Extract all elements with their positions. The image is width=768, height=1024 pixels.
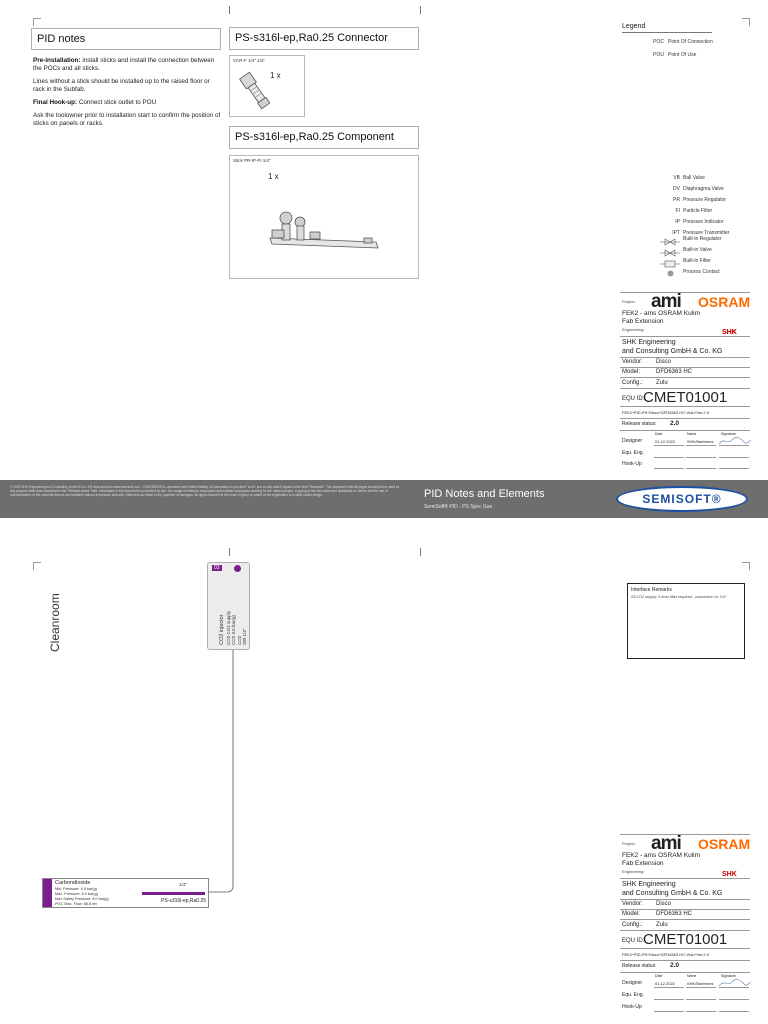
gas-stick-icon bbox=[266, 204, 386, 254]
tick-mark bbox=[420, 548, 421, 556]
interface-remarks-text: 03:CO2 supply: 0.6mu filter required , connection to: 1/4" bbox=[631, 595, 727, 599]
equ-eng-label: Equ. Eng. bbox=[622, 450, 644, 456]
legend-symbol-ball-valve: VB Ball Valve bbox=[673, 175, 705, 181]
signature-line bbox=[719, 999, 749, 1000]
equ-id-label: EQU ID: bbox=[622, 938, 645, 944]
notes-title-box bbox=[31, 28, 221, 50]
config-label: Config.: bbox=[622, 380, 643, 386]
connector-title: PS-s316l-ep,Ra0.25 Connector bbox=[235, 32, 388, 44]
osram-logo: OSRAM bbox=[698, 836, 751, 852]
config-label: Config.: bbox=[622, 922, 643, 928]
built-in-filter-icon bbox=[660, 260, 680, 268]
engineering-label: Engineering: bbox=[622, 327, 645, 332]
ams-logo: ami bbox=[651, 291, 681, 312]
col-date: Date bbox=[655, 432, 663, 436]
signature-line bbox=[719, 987, 749, 988]
osram-logo: OSRAM bbox=[698, 294, 751, 310]
titleblock-divider bbox=[620, 357, 750, 358]
col-name: Name bbox=[687, 432, 697, 436]
legend-symbol-particle-filter: FI Particle Filter bbox=[675, 208, 713, 214]
titleblock-divider bbox=[620, 430, 750, 431]
release-status-label: Release status: bbox=[622, 963, 657, 969]
shk-logo: SHK bbox=[722, 871, 737, 878]
process-contact-icon bbox=[667, 270, 674, 277]
tick-mark bbox=[420, 6, 421, 14]
col-date: Date bbox=[655, 974, 663, 978]
interface-remarks-title: Interface Remarks bbox=[631, 587, 672, 593]
tick-mark bbox=[229, 548, 230, 556]
pipe-component: PS-s316l-ep,Ra0.25 bbox=[161, 898, 207, 904]
col-name: Name bbox=[687, 974, 697, 978]
corner-mark bbox=[742, 18, 750, 26]
release-status-value: 2.0 bbox=[670, 962, 680, 969]
built-in-regulator-icon bbox=[660, 238, 680, 246]
gas-spec-line: Max. Pressure: 6.0 bar(g) bbox=[55, 892, 99, 896]
footer-subtitle: SemiSoft® PID - PS Spec Gas bbox=[424, 504, 493, 510]
project-label: Project: bbox=[622, 841, 636, 846]
legend-underline bbox=[622, 32, 712, 33]
equ-id-value: CMET01001 bbox=[643, 931, 728, 948]
hookup-label: Hook-Up bbox=[622, 1004, 642, 1010]
legend-symbol-process-contact: Process Contact bbox=[683, 269, 720, 275]
area-label-cleanroom: Cleanroom bbox=[48, 593, 62, 652]
signature-line bbox=[686, 457, 716, 458]
project-line1: FEK2 - ams OSRAM Kulim bbox=[622, 310, 701, 317]
connector-part-label: VCR-F 1/4" 1/4" bbox=[233, 58, 265, 63]
component-part-label: Stick PR-IP-FI 1/4" bbox=[233, 158, 271, 163]
component-title: PS-s316l-ep,Ra0.25 Component bbox=[235, 131, 394, 143]
note-item: Pre-installation: install sticks and install the connection between the POCs and all sticks. bbox=[33, 57, 215, 72]
signature-line bbox=[654, 999, 684, 1000]
titleblock-divider bbox=[620, 834, 750, 835]
component-panel bbox=[229, 155, 419, 279]
legend-item-pou: POU Point Of Use bbox=[653, 52, 697, 58]
config-value: Zulu bbox=[656, 380, 668, 386]
signature-line bbox=[719, 457, 749, 458]
titleblock-divider bbox=[620, 406, 750, 407]
vendor-label: Vendor: bbox=[622, 901, 643, 907]
notes-title: PID notes bbox=[37, 33, 86, 45]
process-contact-icon bbox=[234, 565, 241, 572]
corner-mark bbox=[742, 562, 750, 570]
vendor-value: Disco bbox=[656, 901, 672, 907]
designer-name: SHK/Barthmes bbox=[687, 439, 714, 444]
document-path: FEK2^PID-PS^Disco^DFD6363 HC^Zulu^Ver.2.0 bbox=[622, 952, 709, 957]
titleblock-divider bbox=[620, 919, 750, 920]
interface-remarks-box bbox=[627, 583, 745, 659]
titleblock-divider bbox=[620, 878, 750, 879]
semisoft-logo: SEMISOFT® bbox=[616, 486, 748, 512]
model-value: DFD6363 HC bbox=[656, 369, 693, 375]
signature-line bbox=[654, 987, 684, 988]
designer-label: Designer bbox=[622, 438, 643, 444]
project-line2: Fab Extension bbox=[622, 860, 664, 867]
gas-spec-line: Max Safety Pressure: 8.0 bar(g) bbox=[55, 897, 109, 901]
connector-panel bbox=[229, 55, 305, 117]
equ-eng-label: Equ. Eng. bbox=[622, 992, 644, 998]
poc-port-box[interactable] bbox=[207, 562, 250, 650]
component-title-box bbox=[229, 126, 419, 149]
gas-line bbox=[200, 650, 240, 898]
engineering-line1: SHK Engineering bbox=[622, 881, 676, 888]
legend-symbol-built-in-filter: Built-in Filter bbox=[683, 258, 711, 264]
legend-symbol-pressure-regulator: PR Pressure Regulator bbox=[673, 197, 727, 203]
connector-title-box bbox=[229, 27, 419, 50]
model-label: Model: bbox=[622, 911, 641, 917]
port-description: CO2 injector CO2 CO2 supply CO2 3.5 bar(g) CO2 SW 1/4" bbox=[219, 610, 247, 645]
footer-copyright: © 2022 SHK Engineering and Consulting GmbH & Co. KG www.shk.com www.semisoft.com - CONFIDENTIAL document with limited liability. All information is provided "As is" and is only valid if signed in the field "Released". This document with all pages should not be used for any purpose other than described in the "Release status" field. Information in the document is protected by law. The usage is limited to employees and contract employees working for the named project. Copying of this document and distribution to others and the use of communication of the contents thereof are forbidden without expressive authority. Offenders are liable to the payment of damages. All rights reserved in the event of grant of patent or the registration of a utility model design. bbox=[10, 485, 400, 498]
note-item: Lines without a stick should be installed up to the raised floor or rack in the Subfab. bbox=[33, 78, 210, 93]
footer-title: PID Notes and Elements bbox=[424, 488, 545, 500]
legend-title: Legend bbox=[622, 23, 646, 30]
signature-line bbox=[719, 468, 749, 469]
titleblock-divider bbox=[620, 418, 750, 419]
ams-logo: ami bbox=[651, 833, 681, 854]
designer-label: Designer bbox=[622, 980, 643, 986]
connector-qty: 1 x bbox=[270, 71, 281, 80]
corner-mark bbox=[33, 18, 41, 26]
col-signature: Signature bbox=[721, 974, 736, 978]
signature-line bbox=[686, 1011, 716, 1012]
shk-logo: SHK bbox=[722, 329, 737, 336]
designer-date: 01.12.2022 bbox=[655, 981, 676, 986]
engineering-line2: and Consulting GmbH & Co. KG bbox=[622, 890, 723, 897]
legend-symbol-pressure-transmitter: IPT Pressure Transmitter bbox=[672, 230, 730, 236]
equ-id-label: EQU ID: bbox=[622, 396, 645, 402]
release-status-value: 2.0 bbox=[670, 420, 680, 427]
corner-mark bbox=[33, 562, 41, 570]
built-in-valve-icon bbox=[660, 249, 680, 257]
titleblock-divider bbox=[620, 960, 750, 961]
legend-symbol-diaphragma-valve: DV Diaphragma Valve bbox=[673, 186, 724, 192]
pipe-bar bbox=[142, 892, 205, 895]
signature-line bbox=[719, 445, 749, 446]
col-signature: Signature bbox=[721, 432, 736, 436]
titleblock-divider bbox=[620, 292, 750, 293]
designer-name: SHK/Barthmes bbox=[687, 981, 714, 986]
signature-line bbox=[686, 445, 716, 446]
signature-line bbox=[719, 1011, 749, 1012]
titleblock-divider bbox=[620, 899, 750, 900]
vendor-value: Disco bbox=[656, 359, 672, 365]
component-qty: 1 x bbox=[268, 172, 279, 181]
titleblock-divider bbox=[620, 336, 750, 337]
signature-line bbox=[654, 468, 684, 469]
signature-line bbox=[686, 987, 716, 988]
titleblock-divider bbox=[620, 909, 750, 910]
legend-symbol-pressure-indicator: IP Pressure Indicator bbox=[675, 219, 724, 225]
titleblock-divider bbox=[620, 972, 750, 973]
titleblock-divider bbox=[620, 948, 750, 949]
project-label: Project: bbox=[622, 299, 636, 304]
config-value: Zulu bbox=[656, 922, 668, 928]
signature-line bbox=[654, 457, 684, 458]
engineering-line2: and Consulting GmbH & Co. KG bbox=[622, 348, 723, 355]
port-id-badge: 03 bbox=[214, 565, 220, 571]
titleblock-divider bbox=[620, 367, 750, 368]
signature-line bbox=[654, 1011, 684, 1012]
titleblock-divider bbox=[620, 377, 750, 378]
hookup-label: Hook-Up bbox=[622, 461, 642, 467]
gas-source-name: Carbondioxide bbox=[55, 880, 91, 886]
release-status-label: Release status: bbox=[622, 421, 657, 427]
equ-id-value: CMET01001 bbox=[643, 389, 728, 406]
legend-symbol-built-in-valve: Built-in Valve bbox=[683, 247, 712, 253]
notes-body bbox=[33, 57, 223, 133]
note-item: Final Hook-up: Connect stick outlet to POU bbox=[33, 99, 157, 106]
model-label: Model: bbox=[622, 369, 641, 375]
gas-source-box[interactable] bbox=[42, 878, 209, 908]
signature-line bbox=[654, 445, 684, 446]
gas-color-bar bbox=[43, 879, 52, 907]
engineering-line1: SHK Engineering bbox=[622, 339, 676, 346]
signature-line bbox=[686, 468, 716, 469]
vendor-label: Vendor: bbox=[622, 359, 643, 365]
tick-mark bbox=[229, 6, 230, 14]
gas-spec-line: Min. Pressure: 4.5 bar(g) bbox=[55, 887, 97, 891]
document-path: FEK2^PID-PS^Disco^DFD6363 HC^Zulu^Ver.2.0 bbox=[622, 410, 709, 415]
footer-bar bbox=[0, 480, 768, 518]
legend-symbol-built-in-regulator: Built-in Regulator bbox=[683, 236, 722, 242]
pipe-size: 1/4" bbox=[179, 882, 187, 887]
signature-line bbox=[686, 999, 716, 1000]
engineering-label: Engineering: bbox=[622, 869, 645, 874]
project-line2: Fab Extension bbox=[622, 318, 664, 325]
model-value: DFD6363 HC bbox=[656, 911, 693, 917]
note-item: Ask the toolowner prior to installation start to confirm the position of sticks on panels or racks. bbox=[33, 112, 221, 127]
legend-item-poc: POC Point Of Connection bbox=[653, 39, 713, 45]
project-line1: FEK2 - ams OSRAM Kulim bbox=[622, 852, 701, 859]
designer-date: 01.12.2022 bbox=[655, 439, 676, 444]
gas-spec-line: POC Max. Flow: 86.8 l/m bbox=[55, 902, 98, 906]
